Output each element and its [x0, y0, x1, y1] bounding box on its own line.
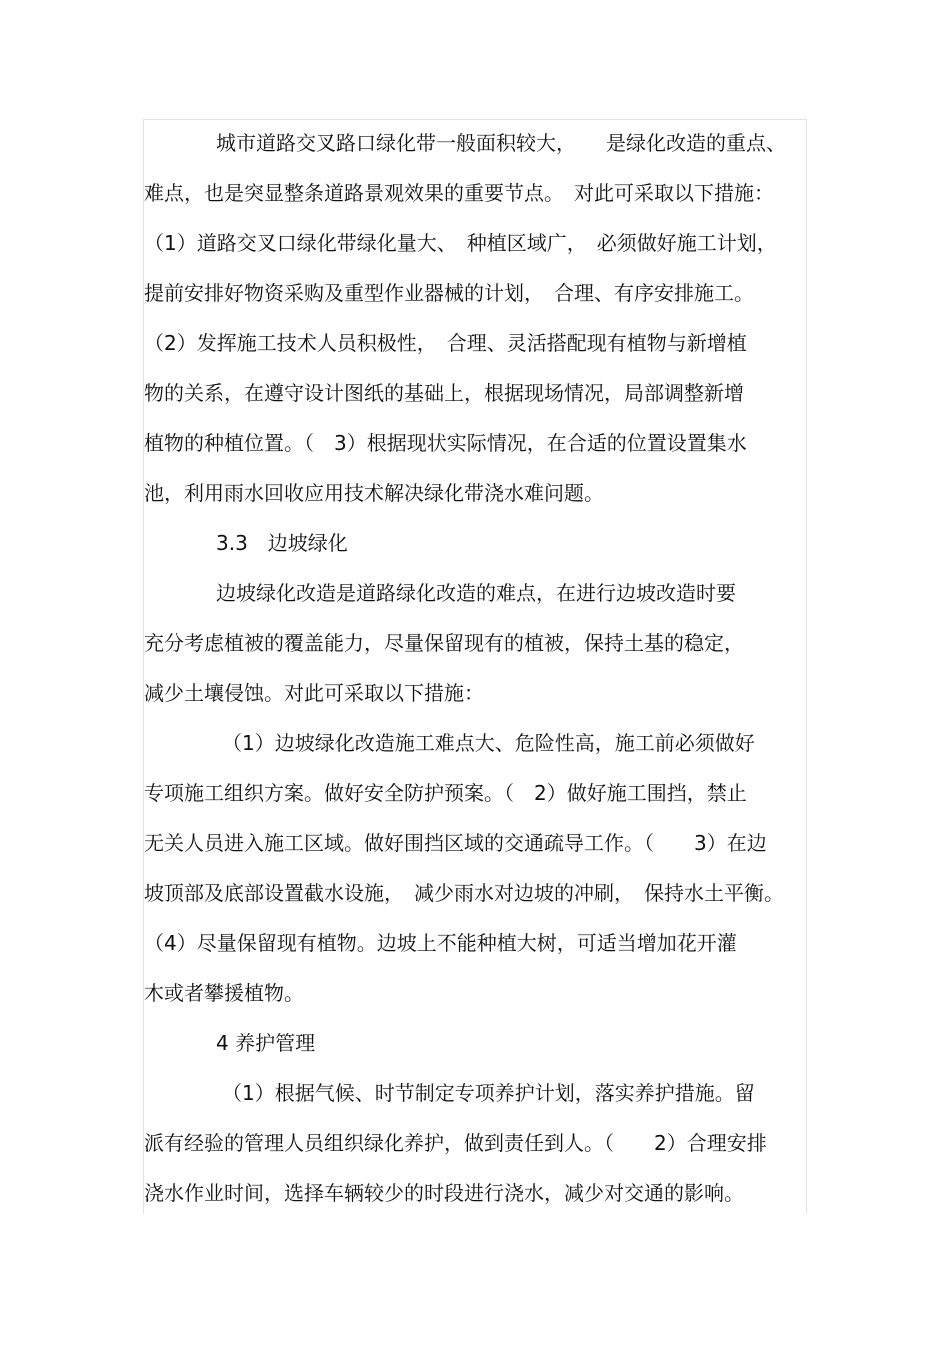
paragraph-line: （1）根据气候、时节制定专项养护计划，落实养护措施。留: [222, 1081, 755, 1105]
paragraph-line: 池，利用雨水回收应用技术解决绿化带浇水难问题。: [144, 481, 604, 505]
paragraph-line: 浇水作业时间，选择车辆较少的时段进行浇水，减少对交通的影响。: [144, 1181, 744, 1205]
paragraph-line: 派有经验的管理人员组织绿化养护，做到责任到人。（ 2）合理安排: [144, 1131, 767, 1155]
paragraph-line: （2）发挥施工技术人员积极性， 合理、灵活搭配现有植物与新增植: [144, 331, 747, 355]
paragraph-line: （1）道路交叉口绿化带绿化量大、 种植区域广， 必须做好施工计划，: [144, 231, 777, 255]
paragraph-line: 边坡绿化改造是道路绿化改造的难点，在进行边坡改造时要: [216, 581, 736, 605]
paragraph-line: 植物的种植位置。（ 3）根据现状实际情况，在合适的位置设置集水: [144, 431, 747, 455]
paragraph-line: 木或者攀援植物。: [144, 981, 304, 1005]
paragraph-line: 专项施工组织方案。做好安全防护预案。（ 2）做好施工围挡，禁止: [144, 781, 747, 805]
paragraph-line: 无关人员进入施工区域。做好围挡区域的交通疏导工作。（ 3）在边: [144, 831, 767, 855]
paragraph-line: （4）尽量保留现有植物。边坡上不能种植大树，可适当增加花开灌: [144, 931, 737, 955]
paragraph-line: 坡顶部及底部设置截水设施， 减少雨水对边坡的冲刷， 保持水土平衡。: [144, 881, 784, 905]
paragraph-line: 充分考虑植被的覆盖能力，尽量保留现有的植被，保持土基的稳定，: [144, 631, 744, 655]
paragraph-line: 难点，也是突显整条道路景观效果的重要节点。 对此可采取以下措施：: [144, 181, 774, 205]
section-heading: 3.3 边坡绿化: [216, 531, 348, 555]
section-heading: 4 养护管理: [216, 1031, 316, 1055]
paragraph-line: （1）边坡绿化改造施工难点大、危险性高，施工前必须做好: [222, 731, 755, 755]
paragraph-line: 城市道路交叉路口绿化带一般面积较大， 是绿化改造的重点、: [216, 131, 786, 155]
paragraph-line: 物的关系，在遵守设计图纸的基础上，根据现场情况，局部调整新增: [144, 381, 744, 405]
paragraph-line: 减少土壤侵蚀。对此可采取以下措施：: [144, 681, 484, 705]
paragraph-line: 提前安排好物资采购及重型作业器械的计划， 合理、有序安排施工。: [144, 281, 754, 305]
